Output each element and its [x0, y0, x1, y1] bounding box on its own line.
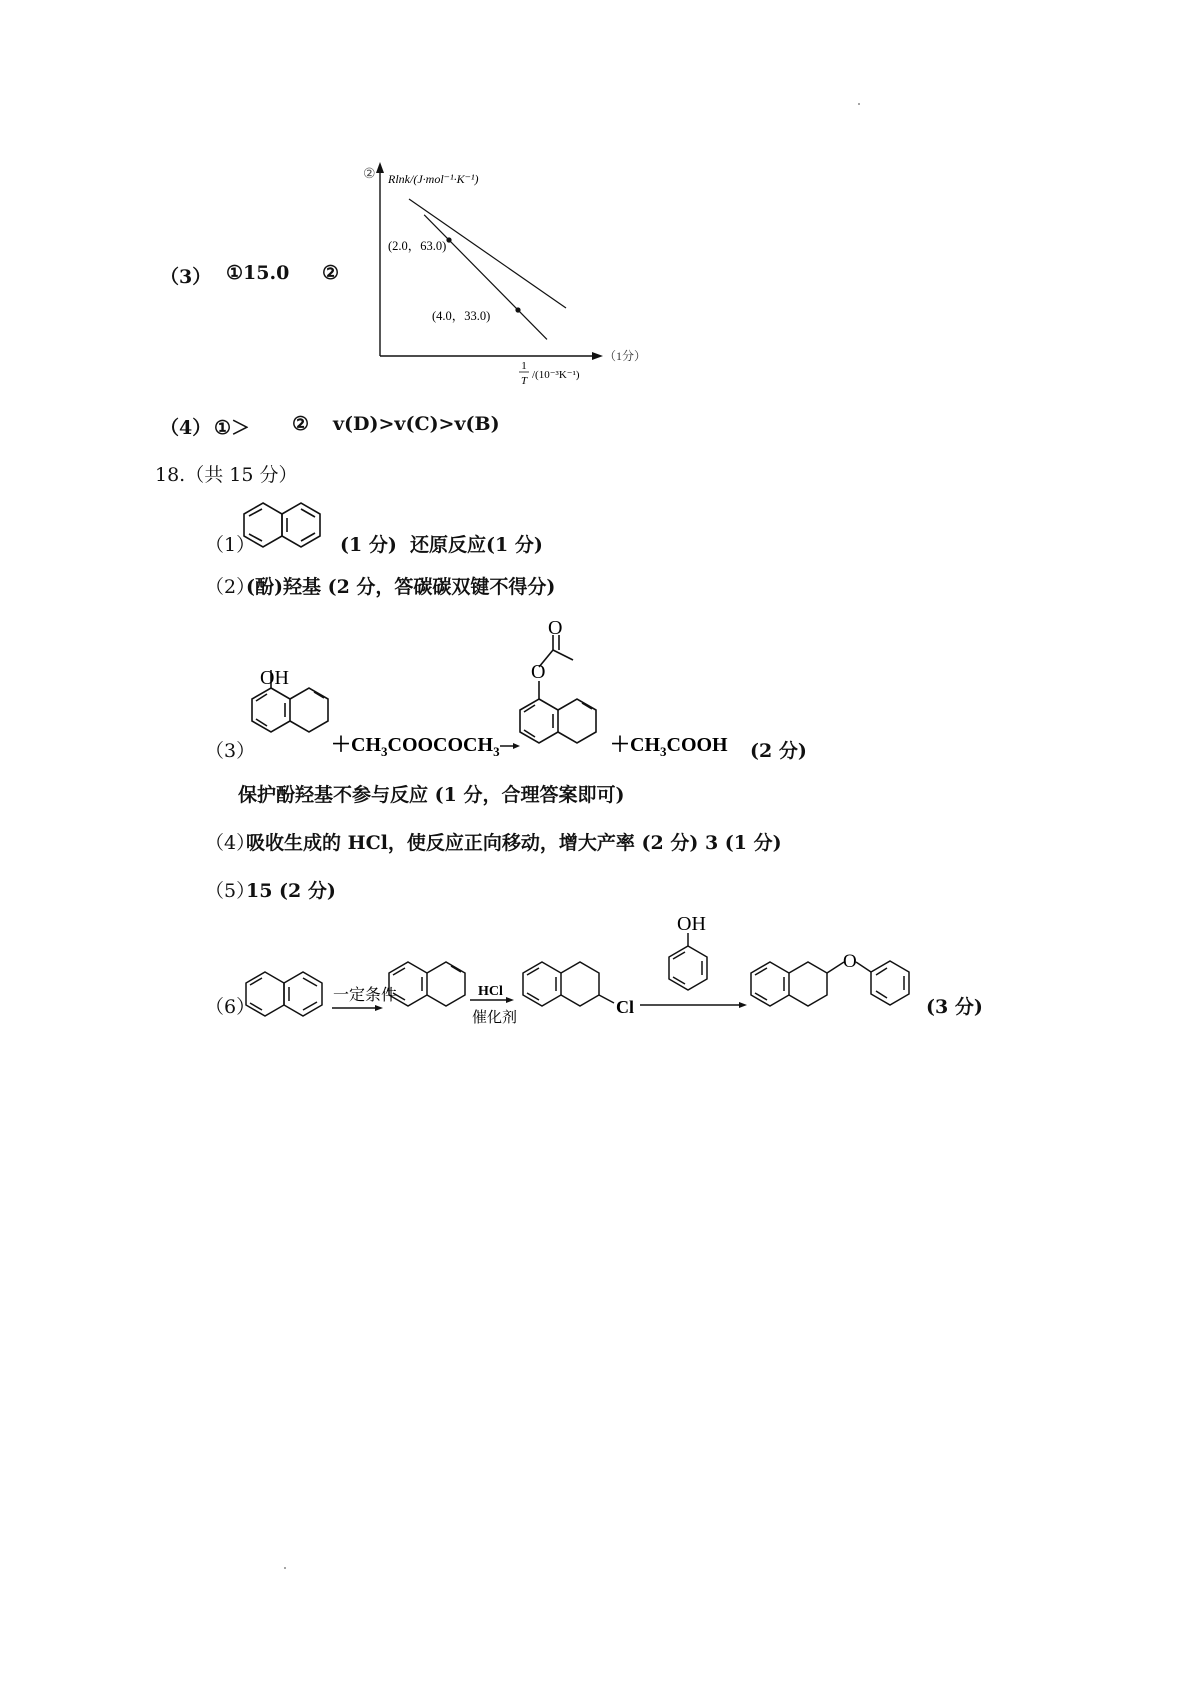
- data-point-b: [515, 307, 520, 312]
- acetylation-equation: [240, 610, 800, 760]
- q18-4-label: （4）: [205, 832, 256, 854]
- route-arrow-3-head: [739, 1002, 747, 1008]
- reagent-formula: $+CH_3COOCOCH_3$: [331, 734, 500, 759]
- point-b-label: (4.0，33.0): [432, 309, 491, 323]
- route-condition-2-bottom: 催化剂: [472, 1010, 518, 1026]
- q18-6-score: (3 分): [926, 996, 983, 1018]
- q18-3-score: (2 分): [750, 740, 807, 762]
- q18-4-answer: 吸收生成的 HCl，使反应正向移动，增大产率 (2 分) 3 (1 分): [246, 832, 782, 854]
- route-condition-1: 一定条件: [333, 987, 398, 1004]
- q18-3-note: 保护酚羟基不参与反应 (1 分，合理答案即可): [238, 784, 625, 806]
- product-carbonyl-o: O: [548, 617, 563, 639]
- x-label-units: /(10⁻³K⁻¹): [532, 369, 580, 381]
- synthesis-route: [240, 905, 980, 1030]
- q18-header: 18.（共 15 分）: [155, 464, 298, 486]
- naphthalene-structure: [242, 498, 332, 558]
- route-cl: Cl: [616, 997, 634, 1017]
- q17-3-answer2: ②: [322, 262, 340, 284]
- q17-4-answer1: ①＞: [214, 417, 251, 439]
- q18-3-label: （3）: [205, 740, 256, 762]
- byproduct-formula: $+CH_3COOH$: [610, 734, 728, 759]
- x-label-numerator: 1: [521, 360, 527, 372]
- q18-6-label: （6）: [205, 996, 256, 1018]
- q17-4-answer3: v(D)>v(C)>v(B): [333, 413, 500, 435]
- route-phenol-oh: OH: [677, 913, 706, 935]
- q17-4-answer2: ②: [292, 413, 310, 435]
- x-label-denominator: T: [520, 375, 528, 387]
- q18-2-answer: (酚)羟基 (2 分，答碳碳双键不得分): [246, 576, 556, 598]
- q17-4-label: （4）: [160, 417, 212, 439]
- q18-1-score: (1 分): [340, 534, 397, 556]
- route-arrow-1-head: [375, 1005, 383, 1011]
- speck: [858, 103, 860, 105]
- graph-circled-label: ②: [363, 167, 376, 182]
- q18-1-answer: 还原反应(1 分): [410, 534, 543, 556]
- reactant-oh: OH: [260, 667, 289, 689]
- point-a-label: (2.0，63.0): [388, 239, 447, 253]
- q17-3-label: （3）: [160, 266, 212, 288]
- route-arrow-2-head: [506, 997, 514, 1003]
- route-ether-o: O: [843, 951, 857, 972]
- route-condition-2-top: HCl: [478, 984, 503, 999]
- product-ester-o: O: [531, 661, 546, 683]
- q18-2-label: （2）: [205, 576, 256, 598]
- line-shallow: [409, 199, 566, 308]
- data-point-a: [446, 237, 451, 242]
- q18-5-answer: 15 (2 分): [246, 880, 336, 902]
- y-axis-arrow: [376, 162, 384, 173]
- arrhenius-graph: [360, 155, 660, 390]
- q17-3-answer1: ①15.0: [226, 262, 290, 284]
- reaction-arrow-head: [513, 743, 520, 749]
- q18-5-label: （5）: [205, 880, 256, 902]
- speck: [284, 1567, 286, 1569]
- q18-1-label: （1）: [205, 534, 256, 556]
- graph-score-note: （1分）: [604, 349, 647, 363]
- x-axis-arrow: [592, 352, 603, 360]
- graph-y-axis-label: Rlnk/(J·mol⁻¹·K⁻¹): [388, 172, 479, 186]
